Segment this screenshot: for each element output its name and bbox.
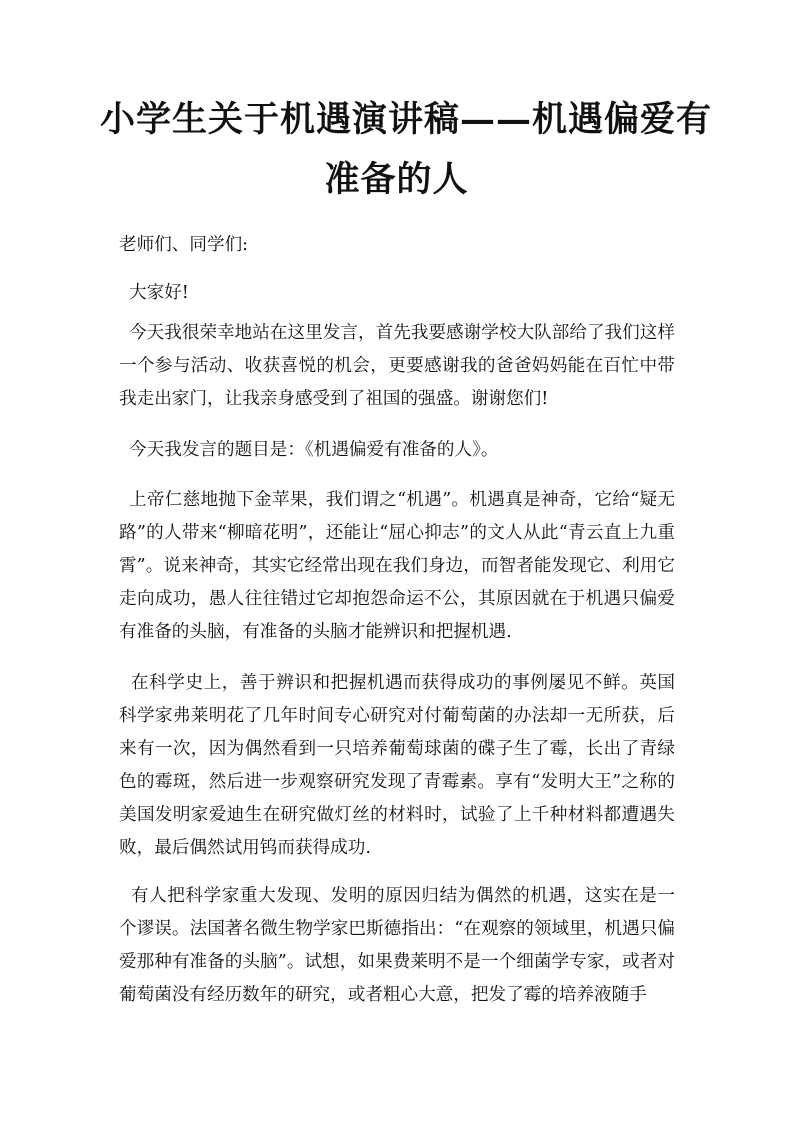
pasteur-paragraph: 有人把科学家重大发现、发明的原因归结为偶然的机遇，这实在是一个谬误。法国著名微生物学家巴斯德指出：“在观察的领域里，机遇只偏爱那种有准备的头脑”。试想，如果费莱明不是一个细菌学专家，或者对葡萄菌没有经历数年的研究，或者粗心大意，把发了霉的培养液随手 <box>119 886 675 1005</box>
opportunity-paragraph: 上帝仁慈地抛下金苹果，我们谓之“机遇”。机遇真是神奇，它给“疑无路”的人带来“柳暗花明”，还能让“屈心抑志”的文人从此“青云直上九重霄”。说来神奇，其实它经常出现在我们身边，而智者能发现它、利用它走向成功，愚人往往错过它却抱怨命运不公，其原因就在于机遇只偏爱有准备的头脑，有准备的头脑才能辨识和把握机遇. <box>119 490 675 642</box>
salutation-paragraph: 老师们、同学们: <box>119 235 249 255</box>
topic-paragraph: 今天我发言的题目是：《机遇偏爱有准备的人》。 <box>129 440 499 460</box>
document-title-line-1: 小学生关于机遇演讲稿——机遇偏爱有 <box>100 99 713 140</box>
science-history-paragraph: 在科学史上，善于辨识和把握机遇而获得成功的事例屡见不鲜。英国科学家弗莱明花了几年时间专心研究对付葡萄菌的办法却一无所获，后来有一次，因为偶然看到一只培养葡萄球菌的碟子生了霉，长出了青绿色的霉斑，然后进一步观察研究发现了青霉素。享有“发明大王”之称的美国发明家爱迪生在研究做灯丝的材料时，试验了上千种材料都遭遇失败，最后偶然试用钨而获得成功. <box>119 673 675 858</box>
document-title-line-2: 准备的人 <box>324 159 469 200</box>
thanks-paragraph: 今天我很荣幸地站在这里发言，首先我要感谢学校大队部给了我们这样一个参与活动、收获喜悦的机会，更要感谢我的爸爸妈妈能在百忙中带我走出家门，让我亲身感受到了祖国的强盛。谢谢您们! <box>119 323 675 409</box>
greeting-paragraph: 大家好! <box>129 283 189 303</box>
